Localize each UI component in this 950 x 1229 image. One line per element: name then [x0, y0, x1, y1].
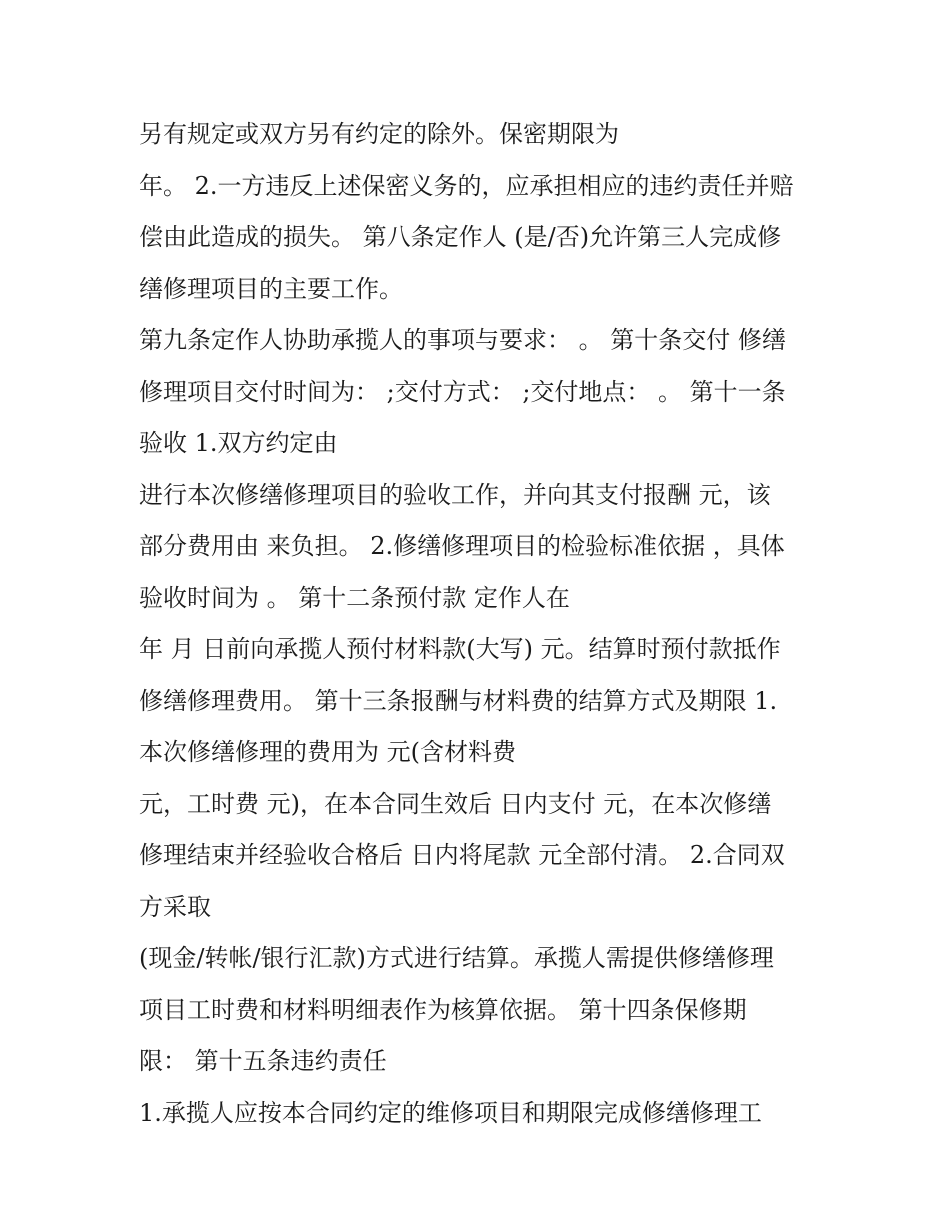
text-line: 部分费用由 来负担。 2.修缮修理项目的检验标准依据 ，具体 — [139, 532, 785, 560]
text-line: 本次修缮修理的费用为 元(含材料费 — [139, 738, 516, 766]
text-line: (现金/转帐/银行汇款)方式进行结算。承揽人需提供修缮修理 — [139, 944, 774, 972]
text-line: 进行本次修缮修理项目的验收工作，并向其支付报酬 元，该 — [139, 480, 771, 509]
text-line: 第九条定作人协助承揽人的事项与要求： 。 第十条交付 修缮 — [139, 326, 786, 354]
document-body — [139, 109, 819, 1139]
text-line: 修缮修理费用。 第十三条报酬与材料费的结算方式及期限 1. — [139, 686, 778, 715]
text-line: 修理结束并经验收合格后 日内将尾款 元全部付清。 2.合同双 — [139, 841, 785, 869]
text-line: 元，工时费 元)，在本合同生效后 日内支付 元，在本次修缮 — [139, 789, 772, 818]
text-line: 年 月 日前向承揽人预付材料款(大写) 元。结算时预付款抵作 — [139, 635, 781, 663]
text-line: 缮修理项目的主要工作。 — [139, 274, 403, 303]
text-line: 项目工时费和材料明细表作为核算依据。 第十四条保修期 — [139, 995, 747, 1024]
text-line: 另有规定或双方另有约定的除外。保密期限为 — [139, 120, 619, 148]
text-line: 限： 第十五条违约责任 — [139, 1047, 387, 1075]
text-line: 验收时间为 。 第十二条预付款 定作人在 — [139, 583, 570, 612]
text-line: 偿由此造成的损失。 第八条定作人 (是/否)允许第三人完成修 — [139, 223, 782, 251]
text-line: 方采取 — [139, 892, 211, 921]
text-line: 修理项目交付时间为： ;交付方式： ;交付地点： 。 第十一条 — [139, 377, 786, 406]
text-line: 年。 2.一方违反上述保密义务的，应承担相应的违约责任并赔 — [139, 171, 794, 200]
text-line: 1.承揽人应按本合同约定的维修项目和期限完成修缮修理工 — [139, 1098, 762, 1127]
text-line: 验收 1.双方约定由 — [139, 429, 338, 457]
